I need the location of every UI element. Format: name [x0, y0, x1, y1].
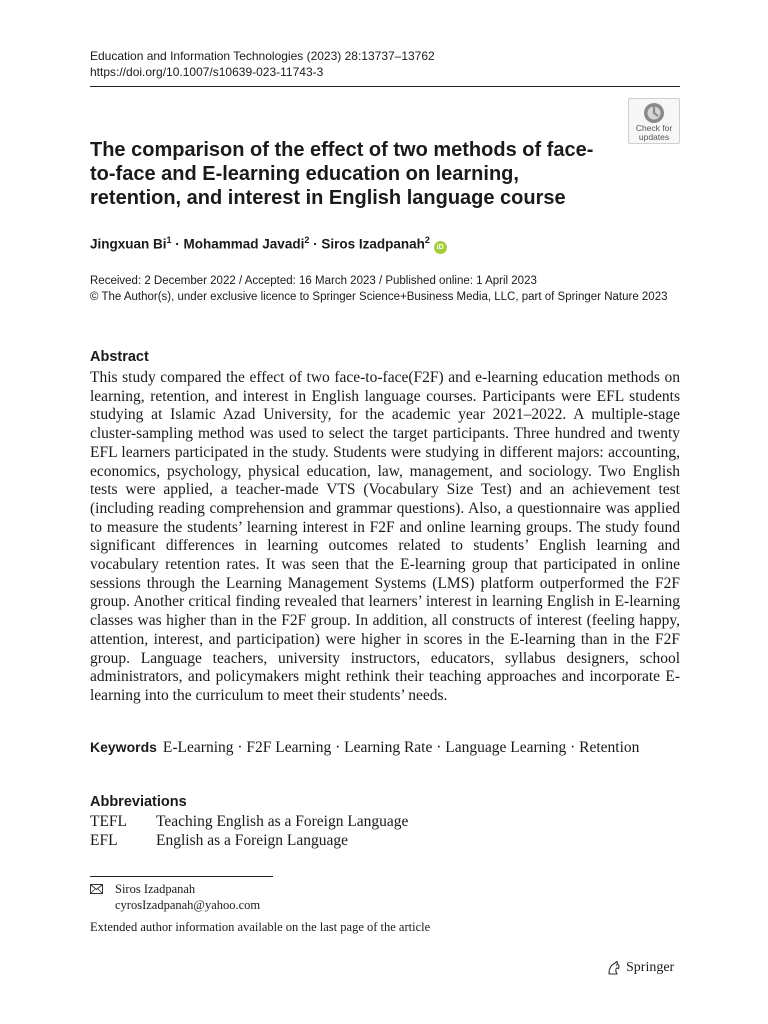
abbreviations-heading: Abbreviations [90, 794, 187, 810]
corresponding-author-email[interactable]: cyrosIzadpanah@yahoo.com [115, 898, 261, 912]
author-name[interactable]: Mohammad Javadi [183, 236, 305, 252]
envelope-icon [90, 884, 103, 894]
abbreviations-list [90, 813, 680, 850]
check-for-updates-line2: updates [638, 132, 670, 142]
paper-title: The comparison of the effect of two methods of face-to-face and E-learning education on learning, retention, and interest in English language course [90, 139, 594, 209]
doi-link[interactable]: https://doi.org/10.1007/s10639-023-11743-3 [90, 65, 324, 79]
abbreviation-term: EFL [90, 831, 118, 849]
orcid-icon[interactable]: iD [434, 241, 447, 254]
abbreviation-definition: English as a Foreign Language [156, 831, 348, 849]
author-separator: · [309, 236, 322, 252]
footnote-divider [90, 876, 273, 877]
abbreviation-definition: Teaching English as a Foreign Language [156, 813, 409, 830]
keywords-label: Keywords [90, 739, 157, 755]
abstract-text: This study compared the effect of two face-to-face(F2F) and e-learning education methods on learning, retention, and interest in English language courses. Participants were EFL students studying at Islamic Azad University, for the academic year 2021–2022. A multiple-stage cluster-sampling method was used to select the target participants. Three hundred and twenty EFL learners participated in the study. Students were studying in different majors: accounting, economics, psychology, physical education, law, management, and sociology. Two English tests were applied, a teacher-made VTS (Vocabulary Size Test) and an achievement test (including reading comprehension and grammar questions). Also, a questionnaire was applied to measure the students’ learning interest in F2F and online learning groups. The study found significant differences in learning outcomes related to students’ English learning and vocabulary retention rates. It was seen that the E-learning group that participated in online sessions through the Learning Management Systems (LMS) platform outperformed the F2F group. Another critical finding revealed that learners’ interest in learning English in E-learning classes was higher than in the F2F group. In addition, all constructs of interest (feeling happy, attention, interest, and participation) were higher in scores in the E-learning than in the F2F group. Language teachers, university instructors, educators, syllabus designers, school administrators, and policymakers might rethink their teaching approaches and incorporate E-learning into the curriculum to meet their students’ needs. [90, 369, 680, 704]
publication-history [90, 273, 680, 305]
publication-dates: Received: 2 December 2022 / Accepted: 16 March 2023 / Published online: 1 April 2023 [90, 275, 537, 287]
journal-header [90, 48, 550, 80]
keywords-text: E-Learning · F2F Learning · Learning Rate · Language Learning · Retention [162, 739, 640, 756]
abbreviation-term: TEFL [90, 813, 128, 830]
header-divider [90, 86, 680, 87]
author-affiliation: 1 [166, 235, 172, 245]
author-name[interactable]: Siros Izadpanah [321, 236, 425, 252]
check-for-updates-icon [643, 102, 665, 124]
author-list [90, 231, 610, 254]
author-affiliation: 2 [304, 235, 310, 245]
publisher-name: Springer [626, 960, 675, 975]
extended-author-info-note: Extended author information available on the last page of the article [90, 920, 431, 934]
abstract-heading: Abstract [90, 349, 149, 365]
abbreviation-row [90, 832, 680, 851]
keywords-section [90, 738, 680, 758]
author-affiliation: 2 [424, 235, 430, 245]
author-name[interactable]: Jingxuan Bi [90, 236, 167, 252]
corresponding-author-name: Siros Izadpanah [115, 882, 196, 896]
check-for-updates-badge[interactable] [628, 98, 680, 144]
author-separator: · [171, 236, 184, 252]
check-for-updates-line1: Check for [635, 123, 673, 133]
springer-horse-icon [606, 960, 622, 976]
abbreviation-row [90, 813, 680, 832]
copyright-notice: © The Author(s), under exclusive licence to Springer Science+Business Media, LLC, part of Springer Nature 2023 [90, 291, 668, 303]
springer-logo [606, 959, 674, 977]
journal-citation: Education and Information Technologies (2023) 28:13737–13762 [90, 49, 435, 63]
